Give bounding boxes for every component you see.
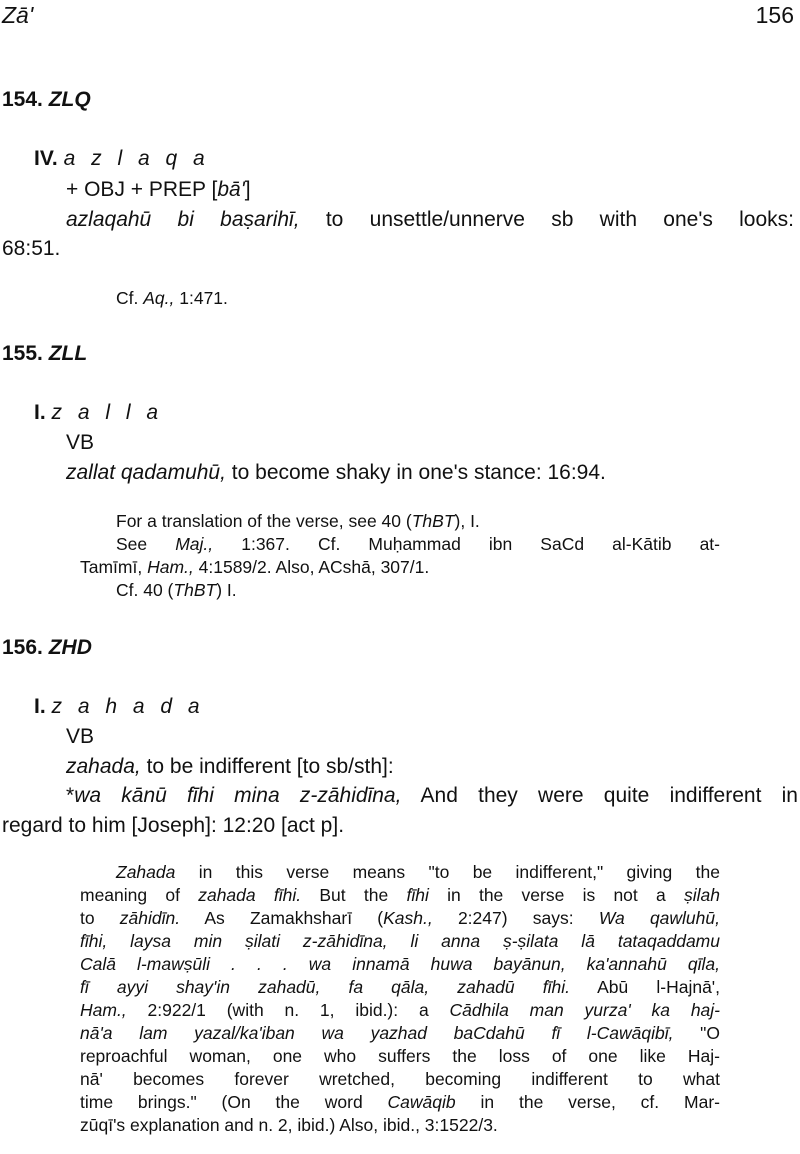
note-ref: Aq., (143, 288, 175, 308)
form-numeral: IV. (34, 147, 58, 170)
example-gloss: to unsettle/unnerve sb with one's looks: (325, 208, 794, 231)
note-text: 2:922/1 (with n. 1, ibid.): a (126, 1000, 450, 1020)
note-italic: Kash., (383, 908, 433, 928)
definition-transliteration: zahada, (66, 755, 141, 778)
note-text: 1:471. (174, 288, 228, 308)
note-italic: fīhi (406, 885, 429, 905)
note-line: Calā l-mawṣūli . . . wa innamā huwa bayānun, ka'annahū qīla, (80, 954, 720, 974)
note-text: 4:1589/2. Also, ACshā, 307/1. (193, 557, 430, 577)
note-text: As Zamakhsharī ( (180, 908, 384, 928)
form-numeral: I. (34, 401, 46, 424)
verb-transliteration: a z l a q a (63, 147, 210, 170)
construction-close: ] (244, 178, 251, 201)
note-line (116, 862, 720, 883)
verb-transliteration: z a l l a (51, 401, 164, 424)
note-text: ) I. (216, 580, 237, 600)
note-italic: zāhidīn. (119, 908, 181, 928)
part-of-speech: VB (66, 725, 95, 748)
example-transliteration: azlaqahū bi baṣarihī, (66, 208, 300, 231)
verb-form-line (34, 695, 205, 719)
note-italic: ṣilah (684, 885, 721, 905)
quote-gloss: And they were quite indifferent in (420, 784, 798, 807)
note-text: 1:367. Cf. Muḥammad ibn SaCd al-Kātib at- (213, 534, 720, 554)
form-numeral: I. (34, 695, 46, 718)
verb-form-line (34, 147, 210, 171)
note-line: zūqī's explanation and n. 2, ibid.) Also, ibid., 3:1522/3. (80, 1115, 498, 1135)
note-italic: Ham., (80, 1000, 127, 1020)
construction-prep: bā' (217, 178, 245, 201)
note-italic: Cawāqib (387, 1092, 456, 1112)
note-line (80, 557, 429, 578)
entry-number: 154. (2, 88, 43, 111)
note-italic: fī ayyi shay'in zahadū, fa qāla, zahadū fīhi. (80, 977, 570, 997)
note-text: Abū l-Hajnā', (569, 977, 721, 997)
entry-number: 155. (2, 342, 43, 365)
note-text: Tamīmī, (80, 557, 148, 577)
note-line (80, 1000, 720, 1021)
note-line (116, 580, 237, 601)
note-text: Cf. 40 ( (116, 580, 174, 600)
entry-root: ZHD (48, 636, 92, 659)
note-ref: Maj., (175, 534, 214, 554)
entry-root: ZLL (48, 342, 88, 365)
note-line (80, 885, 720, 906)
quote-line (66, 784, 798, 808)
note-line (80, 1023, 720, 1044)
quote-marker: * (66, 784, 75, 807)
entry-heading-156 (2, 636, 92, 660)
note-text: in the verse is not a (428, 885, 685, 905)
construction-line (66, 178, 251, 202)
note-line (116, 511, 480, 532)
verb-form-line (34, 401, 163, 425)
note-text: to (80, 908, 120, 928)
note-line (80, 1092, 720, 1113)
note-text: "O (673, 1023, 721, 1043)
example-line (66, 208, 794, 232)
example-line (66, 461, 606, 485)
quote-line-cont: regard to him [Joseph]: 12:20 [act p]. (2, 814, 345, 837)
note-ref: ThBT (411, 511, 455, 531)
construction-text: + OBJ + PREP [ (66, 178, 218, 201)
entry-root: ZLQ (48, 88, 91, 111)
note-text: Cf. (116, 288, 144, 308)
note-text: For a translation of the verse, see 40 ( (116, 511, 412, 531)
note-text: See (116, 534, 176, 554)
definition-line (66, 755, 394, 779)
note-line (116, 288, 228, 309)
part-of-speech: VB (66, 431, 95, 454)
note-line (80, 977, 720, 998)
verb-transliteration: z a h a d a (51, 695, 205, 718)
example-transliteration: zallat qadamuhū, (66, 461, 226, 484)
note-italic: Zahada (116, 862, 176, 882)
note-text: 2:247) says: (432, 908, 599, 928)
note-text: ), I. (454, 511, 480, 531)
note-line (80, 908, 720, 929)
note-line: nā' becomes forever wretched, becoming indifferent to what (80, 1069, 720, 1089)
note-text: time brings." (On the word (80, 1092, 388, 1112)
note-text: in the verse, cf. Mar- (455, 1092, 720, 1112)
note-ref: ThBT (173, 580, 217, 600)
entry-heading-154 (2, 88, 91, 112)
note-line: fīhi, laysa min ṣilati z-zāhidīna, li anna ṣ-ṣilata lā tataqaddamu (80, 931, 720, 951)
note-text: in this verse means "to be indifferent," giving the (175, 862, 720, 882)
entry-number: 156. (2, 636, 43, 659)
note-text: But the (301, 885, 407, 905)
example-line-cont: 68:51. (2, 237, 61, 260)
note-line: reproachful woman, one who suffers the loss of one like Haj- (80, 1046, 720, 1066)
note-ref: Ham., (147, 557, 194, 577)
note-italic: Wa qawluhū, (598, 908, 720, 928)
quote-transliteration: wa kānū fīhi mina z-zāhidīna, (74, 784, 402, 807)
running-title: Zā' (2, 2, 34, 28)
note-italic: zahada fīhi. (198, 885, 302, 905)
definition-gloss: to be indifferent [to sb/sth]: (146, 755, 394, 778)
example-gloss: to become shaky in one's stance: 16:94. (231, 461, 606, 484)
note-line (116, 534, 720, 555)
note-text: meaning of (80, 885, 199, 905)
note-italic: nā'a lam yazal/ka'iban wa yazhad baCdahū fī l-Cawāqibī, (80, 1023, 674, 1043)
entry-heading-155 (2, 342, 87, 366)
page-number: 156 (755, 2, 794, 28)
note-italic: Cādhila man yurza' ka haj- (449, 1000, 720, 1020)
